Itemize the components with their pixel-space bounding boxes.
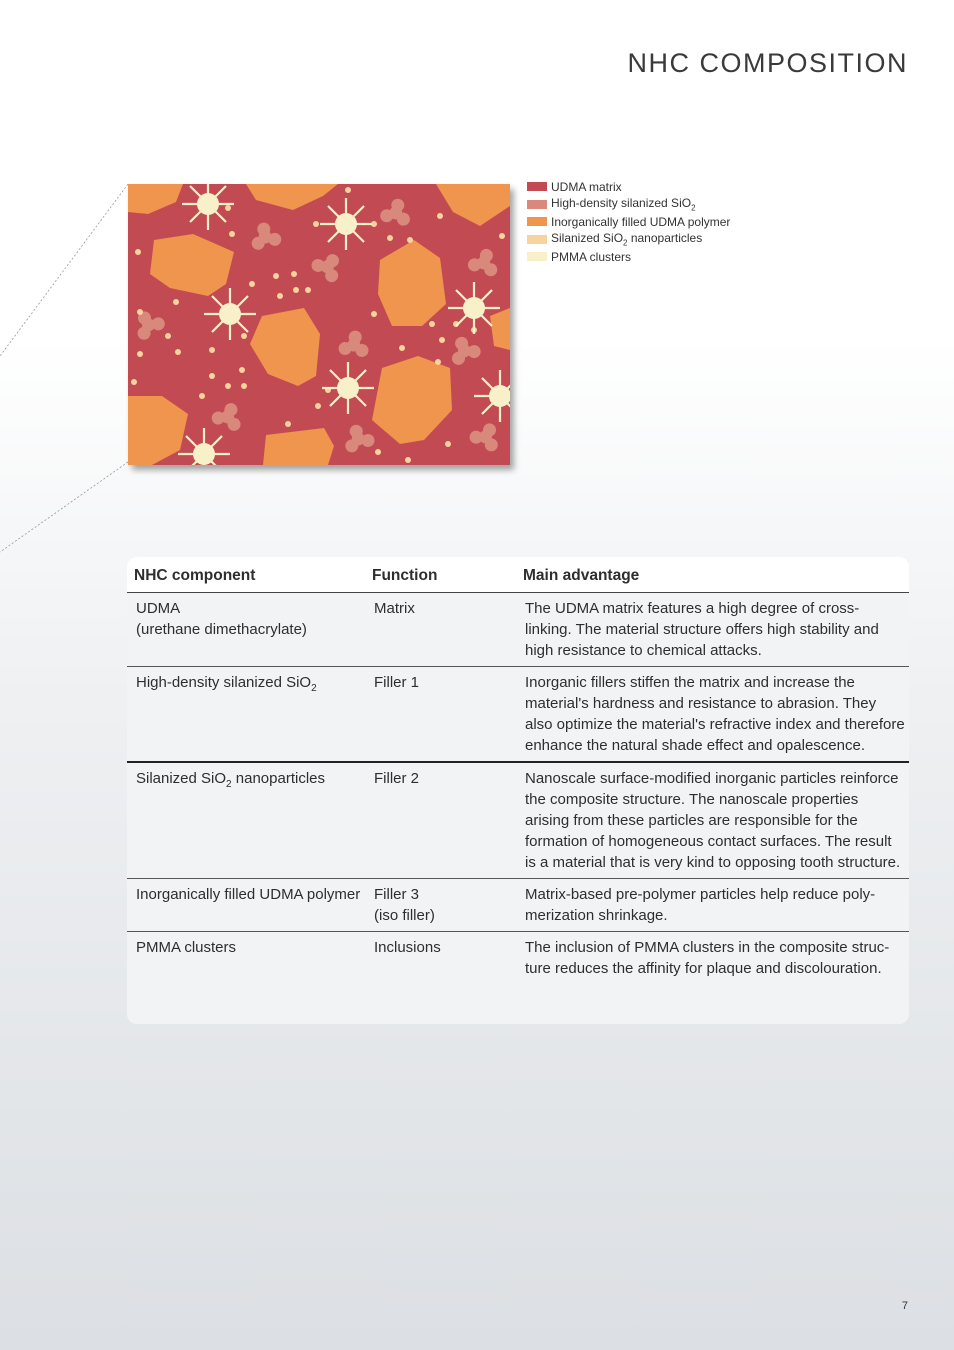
component-table [127, 557, 909, 984]
page-number: 7 [901, 1300, 908, 1312]
cell-function: Filler 3 (iso filler) [365, 879, 516, 932]
page-title: NHC COMPOSITION [627, 48, 908, 78]
legend-item-filled-polymer [527, 213, 730, 231]
composite-structure-illustration [128, 184, 510, 465]
table-header-row [127, 557, 909, 593]
zoom-guide-lines [0, 0, 130, 560]
cell-advantage: The UDMA matrix features a high degree of cross-linking. The material structure offers high stability and high resistance to chemical attacks. [516, 593, 909, 667]
cell-component: PMMA clusters [136, 939, 237, 956]
legend-swatch [527, 200, 547, 209]
legend-label: Inorganically filled UDMA polymer [551, 214, 731, 229]
table-row [127, 879, 909, 932]
legend-label: PMMA clusters [551, 249, 632, 264]
cell-advantage: Inorganic fillers stiffen the matrix and increase the material's hardness and resistance to abrasion. They also optimize the material's refractive index and therefore enhance the natural shade effect and opalescence. [516, 667, 909, 763]
table-row [127, 762, 909, 879]
cell-function: Matrix [365, 593, 516, 667]
header-component: NHC component [127, 557, 365, 593]
table-row [127, 593, 909, 667]
legend-item-udma-matrix [527, 178, 730, 196]
illustration-legend [527, 178, 730, 266]
legend-label: High-density silanized SiO$_2$ [551, 196, 696, 213]
header-function: Function [365, 557, 516, 593]
legend-swatch [527, 217, 547, 226]
cell-component: High-density silanized SiO$_2$ [127, 667, 365, 763]
cell-component: Inorganically filled UDMA polymer [127, 879, 365, 932]
cell-function: Filler 2 [365, 762, 516, 879]
table-row [127, 667, 909, 763]
legend-item-pmma-clusters [527, 248, 730, 266]
legend-item-high-density-silica [527, 196, 730, 214]
legend-label: UDMA matrix [551, 179, 622, 194]
legend-item-nanoparticles [527, 231, 730, 249]
cell-advantage: Nanoscale surface-modified inorganic particles reinforce the composite structure. The nanoscale properties arising from these particles are responsible for the formation of homogeneous contact surfaces. The result is a material that is very kind to opposing tooth structure. [516, 762, 909, 879]
legend-swatch [527, 182, 547, 191]
cell-function: Inclusions [374, 939, 441, 956]
cell-advantage: The inclusion of PMMA clusters in the composite struc-ture reduces the affinity for plaque and discolouration. [525, 939, 890, 977]
component-table-panel [127, 557, 909, 1024]
legend-swatch [527, 252, 547, 261]
table-row [127, 932, 909, 985]
legend-label: Silanized SiO$_2$ nanoparticles [551, 231, 703, 248]
cell-component: UDMA (urethane dimethacrylate) [127, 593, 365, 667]
cell-advantage: Matrix-based pre-polymer particles help reduce poly-merization shrinkage. [516, 879, 909, 932]
header-advantage: Main advantage [516, 557, 909, 593]
cell-function: Filler 1 [365, 667, 516, 763]
cell-component: Silanized SiO$_2$ nanoparticles [127, 762, 365, 879]
legend-swatch [527, 235, 547, 244]
